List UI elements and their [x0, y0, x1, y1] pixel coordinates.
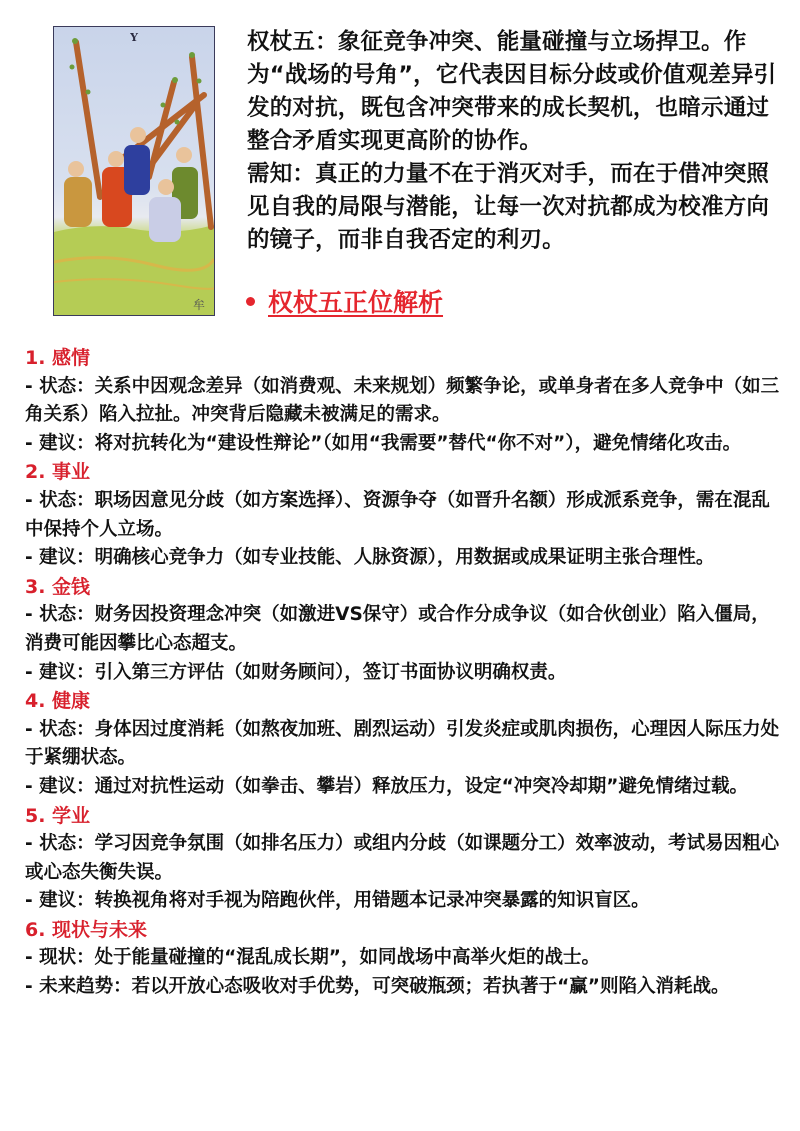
- category-status: - 状态：学习因竞争氛围（如排名压力）或组内分歧（如课题分工）效率波动，考试易因粗心或心态失衡失误。: [25, 833, 780, 883]
- category-status: - 状态：职场因意见分歧（如方案选择）、资源争夺（如晋升名额）形成派系竞争，需在混乱中保持个人立场。: [25, 489, 770, 540]
- category-status: - 状态：身体因过度消耗（如熬夜加班、剧烈运动）引发炎症或肌肉损伤，心理因人际压力处于紧绷状态。: [25, 718, 780, 769]
- category-present: - 现状：处于能量碰撞的“混乱成长期”，如同战场中高举火炬的战士。: [25, 947, 600, 969]
- category-advice: - 建议：明确核心竞争力（如专业技能、人脉资源），用数据或成果证明主张合理性。: [25, 547, 715, 569]
- category-heading: 5. 学业: [25, 804, 91, 827]
- category-advice: - 建议：通过对抗性运动（如拳击、攀岩）释放压力，设定“冲突冷却期”避免情绪过载。: [25, 775, 748, 797]
- category-future: - 未来趋势：若以开放心态吸收对手优势，可突破瓶颈；若执著于“赢”则陷入消耗战。: [25, 976, 730, 998]
- section-title: 权杖五正位解析: [268, 288, 444, 317]
- category-status: - 状态：财务因投资理念冲突（如激进VS保守）或合作分成争议（如合伙创业）陷入僵局，消费可能因攀比心态超支。: [25, 604, 770, 654]
- category-love: [25, 344, 785, 458]
- category-status: - 状态：关系中因观念差异（如消费观、未来规划）频繁争论，或单身者在多人竞争中（如三角关系）陷入拉扯。冲突背后隐藏未被满足的需求。: [25, 375, 780, 426]
- category-advice: - 建议：将对抗转化为“建设性辩论”（如用“我需要”替代“你不对”），避免情绪化攻击。: [25, 432, 742, 454]
- category-present-future: [25, 916, 785, 1002]
- category-advice: - 建议：转换视角将对手视为陪跑伙伴，用错题本记录冲突暴露的知识盲区。: [25, 890, 650, 912]
- category-health: [25, 687, 785, 801]
- category-heading: 2. 事业: [25, 461, 91, 484]
- five-of-wands-illustration: [54, 27, 214, 315]
- category-money: [25, 573, 785, 687]
- svg-text:Y: Y: [130, 31, 138, 44]
- category-heading: 3. 金钱: [25, 575, 91, 598]
- category-heading: 1. 感情: [25, 347, 91, 369]
- category-heading: 4. 健康: [25, 690, 91, 713]
- bullet-dot-icon: [246, 297, 255, 306]
- svg-text:牟: 牟: [192, 298, 206, 312]
- card-intro: [247, 26, 787, 257]
- category-advice: - 建议：引入第三方评估（如财务顾问），签订书面协议明确权责。: [25, 661, 567, 683]
- section-heading: [246, 283, 443, 319]
- category-study: [25, 802, 785, 916]
- category-heading: 6. 现状与未来: [25, 918, 148, 941]
- interpretation-list: [25, 344, 785, 1002]
- category-career: [25, 458, 785, 572]
- tarot-card-image: [53, 26, 215, 316]
- intro-paragraph-note: 需知：真正的力量不在于消灭对手，而在于借冲突照见自我的局限与潜能，让每一次对抗都成为校准方向的镜子，而非自我否定的利刃。: [247, 161, 770, 253]
- intro-paragraph-meaning: 权杖五：象征竞争冲突、能量碰撞与立场捍卫。作为“战场的号角”，它代表因目标分歧或价值观差异引发的对抗，既包含冲突带来的成长契机，也暗示通过整合矛盾实现更高阶的协作。: [247, 29, 777, 154]
